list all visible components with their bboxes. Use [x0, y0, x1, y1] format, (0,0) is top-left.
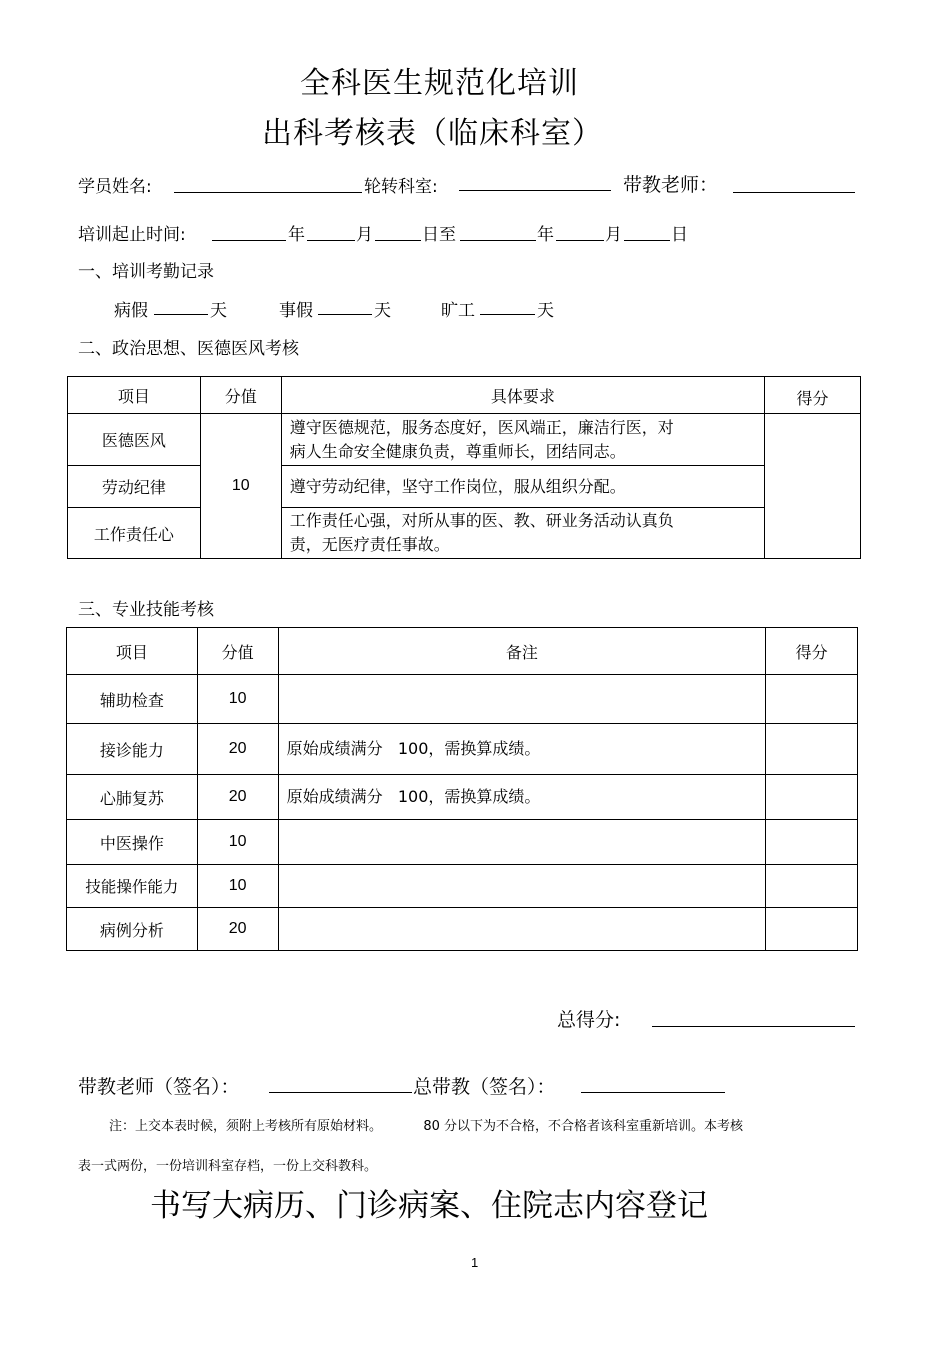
requirement-cell	[281, 414, 764, 466]
start-day-unit: 日至	[422, 225, 456, 245]
requirement-line: 遵守医德规范，服务态度好，医风端正，廉洁行医，对	[289, 417, 674, 437]
score-entry-cell[interactable]	[765, 414, 861, 559]
start-year-unit: 年	[288, 225, 305, 245]
table-row	[68, 414, 861, 466]
item-cell: 心肺复苏	[67, 775, 198, 820]
score-cell: 20	[197, 775, 278, 820]
personal-leave-unit: 天	[374, 301, 391, 321]
total-score-field[interactable]	[652, 1026, 855, 1027]
item-cell: 中医操作	[67, 820, 198, 865]
chief-signature-label: 总带教（签名）：	[413, 1076, 556, 1098]
absence-days-field[interactable]	[480, 314, 535, 315]
sick-leave-label: 病假	[114, 301, 148, 321]
header-item: 项目	[68, 377, 201, 414]
score-entry-cell[interactable]	[766, 820, 858, 865]
end-year-unit: 年	[537, 225, 554, 245]
item-cell: 辅助检查	[67, 675, 198, 724]
table-row	[67, 820, 858, 865]
requirement-cell	[281, 508, 764, 559]
item-cell: 技能操作能力	[67, 865, 198, 908]
table-row	[68, 508, 861, 559]
score-entry-cell[interactable]	[766, 865, 858, 908]
score-cell: 10	[197, 675, 278, 724]
table-row	[67, 865, 858, 908]
teacher-label: 带教老师：	[623, 174, 719, 196]
table-row	[68, 466, 861, 508]
sick-leave-days-field[interactable]	[154, 314, 208, 315]
page-number: 1	[471, 1255, 479, 1270]
personal-leave-days-field[interactable]	[318, 314, 372, 315]
header-item: 项目	[67, 628, 198, 675]
table-row	[67, 775, 858, 820]
attendance-heading: 一、培训考勤记录	[78, 262, 214, 282]
score-cell: 20	[197, 724, 278, 775]
requirement-line: 病人生命安全健康负责，尊重师长，团结同志。	[289, 441, 626, 461]
rotation-dept-field[interactable]	[459, 190, 611, 191]
requirement-line: 责，无医疗责任事故。	[289, 535, 450, 554]
note-cell	[278, 820, 766, 865]
requirement-cell: 遵守劳动纪律，坚守工作岗位，服从组织分配。	[281, 466, 764, 508]
page-title: 全科医生规范化培训	[300, 66, 579, 101]
header-points: 得分	[766, 628, 858, 675]
note-cell	[278, 675, 766, 724]
start-year-field[interactable]	[212, 240, 286, 241]
end-month-field[interactable]	[556, 240, 604, 241]
score-entry-cell[interactable]	[766, 908, 858, 951]
score-cell: 10	[197, 820, 278, 865]
skills-assessment-table	[66, 627, 858, 951]
teacher-field[interactable]	[733, 192, 855, 193]
personal-leave-label: 事假	[279, 301, 313, 321]
requirement-line: 工作责任心强，对所从事的医、教、研业务活动认真负	[289, 511, 674, 530]
item-cell: 接诊能力	[67, 724, 198, 775]
end-day-field[interactable]	[624, 240, 670, 241]
footnote-line-2: 表一式两份，一份培训科室存档，一份上交科教科。	[78, 1159, 378, 1174]
total-score-label: 总得分:	[557, 1009, 621, 1031]
note-cell	[278, 865, 766, 908]
skills-section-heading: 三、专业技能考核	[78, 600, 214, 620]
shared-score-cell: 10	[200, 414, 281, 559]
rotation-dept-label: 轮转科室:	[364, 177, 438, 197]
trainee-name-field[interactable]	[174, 192, 362, 193]
ethics-section-heading: 二、政治思想、医德医风考核	[78, 339, 299, 359]
table-header-row	[68, 377, 861, 414]
training-period-label: 培训起止时间:	[78, 225, 186, 245]
start-day-field[interactable]	[375, 240, 421, 241]
teacher-signature-label: 带教老师（签名）：	[78, 1076, 240, 1098]
score-entry-cell[interactable]	[766, 675, 858, 724]
teacher-signature-field[interactable]	[269, 1092, 412, 1093]
header-points: 得分	[765, 377, 861, 414]
table-row	[67, 908, 858, 951]
score-cell: 20	[197, 908, 278, 951]
page-subtitle: 出科考核表（临床科室）	[262, 116, 603, 151]
score-cell: 10	[197, 865, 278, 908]
item-cell: 工作责任心	[68, 508, 201, 559]
end-year-field[interactable]	[460, 240, 536, 241]
item-cell: 医德医风	[68, 414, 201, 466]
table-row	[67, 724, 858, 775]
header-score: 分值	[197, 628, 278, 675]
header-score: 分值	[200, 377, 281, 414]
score-entry-cell[interactable]	[766, 775, 858, 820]
header-requirements: 具体要求	[281, 377, 764, 414]
start-month-unit: 月	[356, 225, 373, 245]
record-section-heading: 书写大病历、门诊病案、住院志内容登记	[150, 1188, 708, 1224]
table-header-row	[67, 628, 858, 675]
header-notes: 备注	[278, 628, 766, 675]
footnote-line-1: 注：上交本表时候，须附上考核所有原始材料。 80 分以下为不合格，不合格者该科室重新培训。本考核	[109, 1119, 743, 1134]
absence-unit: 天	[537, 301, 554, 321]
sick-leave-unit: 天	[210, 301, 227, 321]
ethics-assessment-table	[67, 376, 861, 559]
table-row	[67, 675, 858, 724]
end-day-unit: 日	[671, 225, 688, 245]
item-cell: 病例分析	[67, 908, 198, 951]
chief-signature-field[interactable]	[581, 1092, 725, 1093]
score-entry-cell[interactable]	[766, 724, 858, 775]
note-cell: 原始成绩满分 100，需换算成绩。	[278, 775, 766, 820]
end-month-unit: 月	[605, 225, 622, 245]
trainee-name-label: 学员姓名:	[78, 177, 152, 197]
item-cell: 劳动纪律	[68, 466, 201, 508]
absence-label: 旷工	[441, 301, 475, 321]
note-cell	[278, 908, 766, 951]
note-cell: 原始成绩满分 100，需换算成绩。	[278, 724, 766, 775]
start-month-field[interactable]	[307, 240, 355, 241]
